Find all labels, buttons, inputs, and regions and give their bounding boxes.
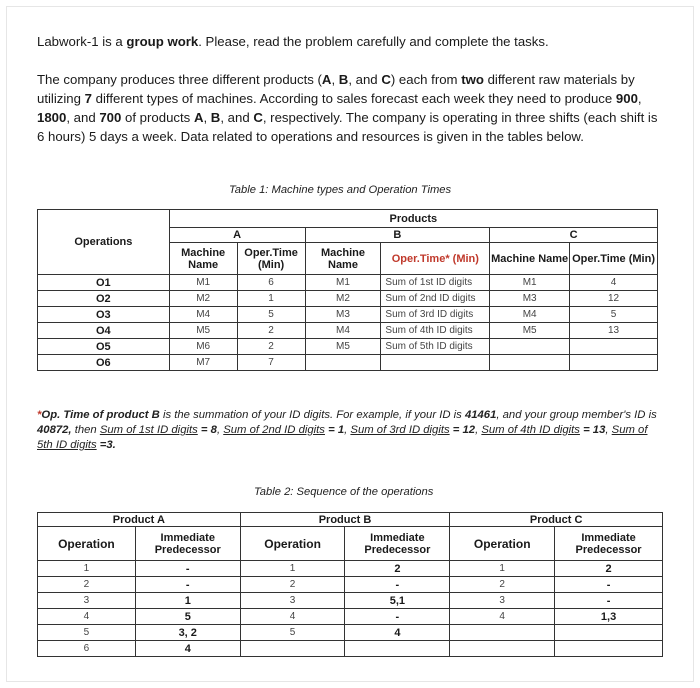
operation-cell: 3 xyxy=(38,593,136,609)
intro-paragraph: Labwork-1 is a group work. Please, read the problem carefully and complete the tasks. xyxy=(37,34,549,49)
time-cell: 1 xyxy=(237,291,305,307)
immediate-predecessor-header: Immediate Predecessor xyxy=(135,527,240,561)
machine-cell: M4 xyxy=(490,307,570,323)
predecessor-cell: 2 xyxy=(345,561,450,577)
immediate-predecessor-header: Immediate Predecessor xyxy=(345,527,450,561)
operation-cell: 2 xyxy=(450,577,555,593)
table-row xyxy=(38,641,663,657)
predecessor-cell: - xyxy=(135,561,240,577)
table-row xyxy=(38,307,658,323)
machine-cell: M1 xyxy=(169,275,237,291)
machine-name-header: Machine Name xyxy=(305,243,381,275)
machine-cell: M2 xyxy=(305,291,381,307)
predecessor-cell: 1,3 xyxy=(555,609,663,625)
table2-operation-sequence xyxy=(37,512,663,657)
machine-cell xyxy=(490,339,570,355)
id-digits-note: *Op. Time of product B is the summation of your ID digits. For example, if your ID is 41461, and your group member's ID is 40872, then Sum of 1st ID digits = 8, Sum of 2nd ID digits = 1, Sum of 3rd ID digits = 12, Sum of 4th ID digits = 13, Sum of 5th ID digits =3. xyxy=(37,409,657,451)
operation-cell xyxy=(240,641,345,657)
operation-cell: 1 xyxy=(240,561,345,577)
machine-cell: M5 xyxy=(169,323,237,339)
time-cell: Sum of 1st ID digits xyxy=(381,275,490,291)
machine-cell xyxy=(490,355,570,371)
oper-time-header: Oper.Time (Min) xyxy=(570,243,658,275)
products-header: Products xyxy=(169,210,657,228)
operation-cell: 1 xyxy=(38,561,136,577)
time-cell: 13 xyxy=(570,323,658,339)
operation-cell: 2 xyxy=(38,577,136,593)
table-row xyxy=(38,625,663,641)
time-cell: Sum of 5th ID digits xyxy=(381,339,490,355)
predecessor-cell: - xyxy=(135,577,240,593)
machine-cell: M4 xyxy=(169,307,237,323)
product-c-header: C xyxy=(490,228,658,243)
predecessor-cell xyxy=(555,625,663,641)
machine-cell: M7 xyxy=(169,355,237,371)
operation-header: Operation xyxy=(240,527,345,561)
time-cell: 6 xyxy=(237,275,305,291)
predecessor-cell: 2 xyxy=(555,561,663,577)
time-cell: Sum of 4th ID digits xyxy=(381,323,490,339)
operation-cell: O2 xyxy=(38,291,170,307)
immediate-predecessor-header: Immediate Predecessor xyxy=(555,527,663,561)
predecessor-cell: 5,1 xyxy=(345,593,450,609)
product-c-header: Product C xyxy=(450,513,663,527)
table-row xyxy=(38,275,658,291)
operations-header: Operations xyxy=(38,210,170,275)
operation-cell: 6 xyxy=(38,641,136,657)
time-cell xyxy=(570,355,658,371)
operation-cell: 1 xyxy=(450,561,555,577)
operation-header: Operation xyxy=(450,527,555,561)
table-row xyxy=(38,355,658,371)
machine-cell: M4 xyxy=(305,323,381,339)
product-b-header: B xyxy=(305,228,490,243)
predecessor-cell xyxy=(555,641,663,657)
time-cell: 5 xyxy=(237,307,305,323)
operation-cell: O1 xyxy=(38,275,170,291)
oper-time-b-header: Oper.Time* (Min) xyxy=(381,243,490,275)
product-b-header: Product B xyxy=(240,513,450,527)
operation-cell: O3 xyxy=(38,307,170,323)
time-cell: 7 xyxy=(237,355,305,371)
machine-cell: M6 xyxy=(169,339,237,355)
table-row xyxy=(38,609,663,625)
table-row xyxy=(38,339,658,355)
table-row xyxy=(38,323,658,339)
operation-cell xyxy=(450,625,555,641)
predecessor-cell: - xyxy=(555,593,663,609)
table-row xyxy=(38,593,663,609)
machine-cell: M1 xyxy=(490,275,570,291)
operation-cell: 2 xyxy=(240,577,345,593)
operation-cell: O6 xyxy=(38,355,170,371)
predecessor-cell: - xyxy=(345,609,450,625)
machine-cell: M3 xyxy=(490,291,570,307)
table-row xyxy=(38,577,663,593)
time-cell: 12 xyxy=(570,291,658,307)
operation-cell: 4 xyxy=(450,609,555,625)
time-cell: 4 xyxy=(570,275,658,291)
table1-caption: Table 1: Machine types and Operation Times xyxy=(229,184,452,196)
operation-cell: 4 xyxy=(240,609,345,625)
operation-cell: 3 xyxy=(450,593,555,609)
machine-cell xyxy=(305,355,381,371)
operation-cell: 5 xyxy=(38,625,136,641)
table-row xyxy=(38,561,663,577)
predecessor-cell: 4 xyxy=(345,625,450,641)
time-cell: 2 xyxy=(237,339,305,355)
predecessor-cell: 1 xyxy=(135,593,240,609)
predecessor-cell: 5 xyxy=(135,609,240,625)
time-cell xyxy=(381,355,490,371)
machine-cell: M5 xyxy=(490,323,570,339)
machine-cell: M3 xyxy=(305,307,381,323)
operation-header: Operation xyxy=(38,527,136,561)
operation-cell xyxy=(450,641,555,657)
machine-cell: M2 xyxy=(169,291,237,307)
predecessor-cell: - xyxy=(555,577,663,593)
time-cell: 2 xyxy=(237,323,305,339)
machine-cell: M1 xyxy=(305,275,381,291)
operation-cell: 5 xyxy=(240,625,345,641)
table2-caption: Table 2: Sequence of the operations xyxy=(254,486,434,498)
operation-cell: O5 xyxy=(38,339,170,355)
machine-name-header: Machine Name xyxy=(490,243,570,275)
operation-cell: O4 xyxy=(38,323,170,339)
predecessor-cell: - xyxy=(345,577,450,593)
operation-cell: 3 xyxy=(240,593,345,609)
machine-cell: M5 xyxy=(305,339,381,355)
predecessor-cell: 4 xyxy=(135,641,240,657)
time-cell: Sum of 3rd ID digits xyxy=(381,307,490,323)
predecessor-cell xyxy=(345,641,450,657)
oper-time-header: Oper.Time (Min) xyxy=(237,243,305,275)
time-cell: Sum of 2nd ID digits xyxy=(381,291,490,307)
table1-machine-times xyxy=(37,209,658,371)
product-a-header: A xyxy=(169,228,305,243)
problem-paragraph: The company produces three different products (A, B, and C) each from two different raw materials by utilizing 7 different types of machines. According to sales forecast each week they need to produce 900, 1800, and 700 of products A, B, and C, respectively. The company is operating in three shifts (each shift is 6 hours) 5 days a week. Data related to operations and resources is given in the tables below. xyxy=(37,72,658,144)
time-cell: 5 xyxy=(570,307,658,323)
predecessor-cell: 3, 2 xyxy=(135,625,240,641)
operation-cell: 4 xyxy=(38,609,136,625)
product-a-header: Product A xyxy=(38,513,241,527)
machine-name-header: Machine Name xyxy=(169,243,237,275)
table-row xyxy=(38,291,658,307)
time-cell xyxy=(570,339,658,355)
